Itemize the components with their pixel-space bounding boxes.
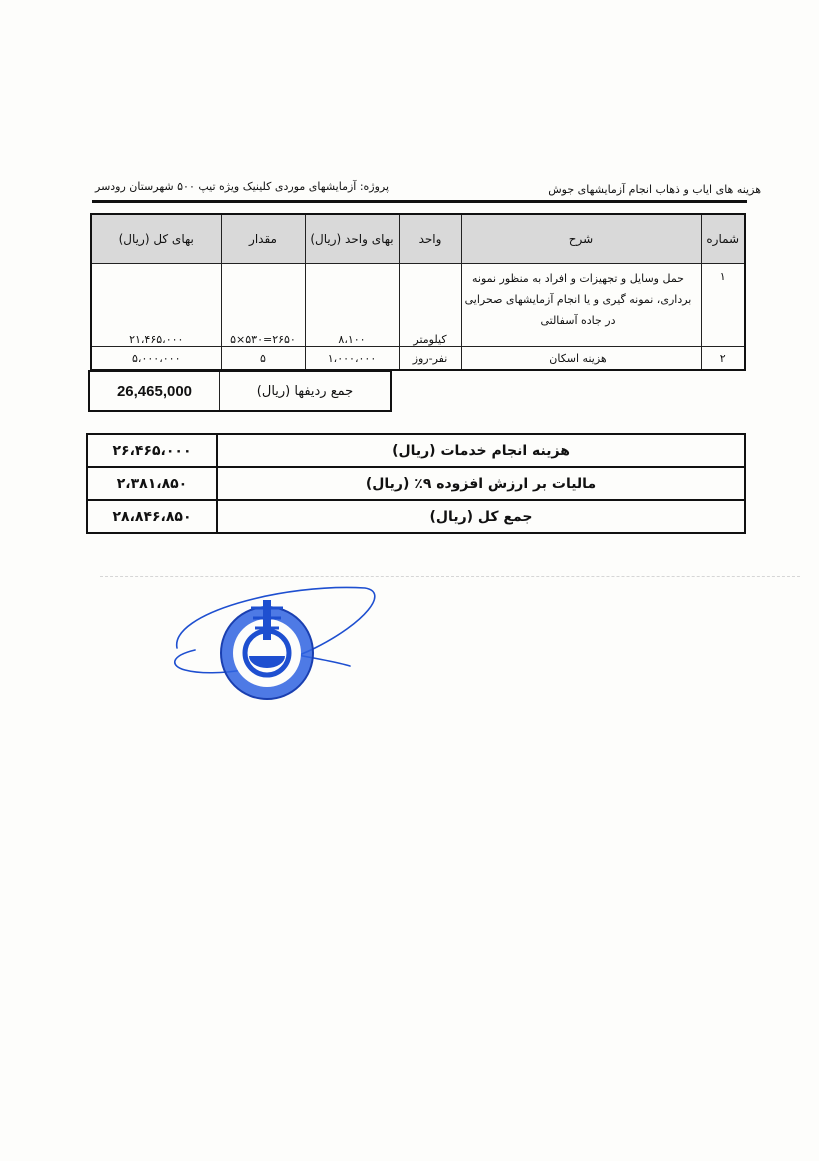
row-total: ۲۱،۴۶۵،۰۰۰ — [91, 264, 221, 347]
summary-row — [87, 500, 745, 533]
company-stamp — [165, 578, 380, 713]
row-description: هزینه اسکان — [461, 347, 701, 371]
row-quantity: ۵×۵۳۰=۲۶۵۰ — [221, 264, 305, 347]
row-description: حمل وسایل و تجهیزات و افراد به منظور نمونه برداری، نمونه گیری و یا انجام آزمایشهای صحرایی در جاده آسفالتی — [461, 264, 701, 347]
row-quantity: ۵ — [221, 347, 305, 371]
grand-total-label: جمع کل (ریال) — [217, 500, 745, 533]
scan-artifact-line — [100, 576, 800, 577]
summary-row — [87, 434, 745, 467]
col-header-quantity: مقدار — [221, 214, 305, 264]
header-rule — [92, 200, 747, 203]
row-unit: کیلومتر — [399, 264, 461, 347]
grand-total-value: ۲۸،۸۴۶،۸۵۰ — [87, 500, 217, 533]
col-header-unit-price: بهای واحد (ریال) — [305, 214, 399, 264]
table-row — [91, 347, 745, 371]
header-title: هزینه های ایاب و ذهاب انجام آزمایشهای جوش — [548, 183, 761, 196]
row-unit: نفر-روز — [399, 347, 461, 371]
service-cost-value: ۲۶،۴۶۵،۰۰۰ — [87, 434, 217, 467]
row-total: ۵،۰۰۰،۰۰۰ — [91, 347, 221, 371]
col-header-description: شرح — [461, 214, 701, 264]
stamp-seal-icon — [221, 600, 313, 699]
table-header-row — [91, 214, 745, 264]
row-number: ۲ — [701, 347, 745, 371]
rows-sum-value: 26,465,000 — [89, 371, 220, 411]
final-summary-table — [86, 433, 746, 534]
row-unit-price: ۸،۱۰۰ — [305, 264, 399, 347]
col-header-unit: واحد — [399, 214, 461, 264]
col-header-number: شماره — [701, 214, 745, 264]
rows-sum-table — [88, 370, 392, 412]
project-title: پروژه: آزمایشهای موردی کلینیک ویژه تیپ ۵۰۰ شهرستان رودسر — [95, 180, 390, 193]
col-header-total: بهای کل (ریال) — [91, 214, 221, 264]
table-row — [91, 264, 745, 347]
summary-row — [87, 467, 745, 500]
rows-sum-label: جمع ردیفها (ریال) — [220, 371, 392, 411]
cost-table — [90, 213, 746, 371]
row-number: ۱ — [701, 264, 745, 347]
row-unit-price: ۱،۰۰۰،۰۰۰ — [305, 347, 399, 371]
vat-label: مالیات بر ارزش افزوده ۹٪ (ریال) — [217, 467, 745, 500]
vat-value: ۲،۳۸۱،۸۵۰ — [87, 467, 217, 500]
service-cost-label: هزینه انجام خدمات (ریال) — [217, 434, 745, 467]
